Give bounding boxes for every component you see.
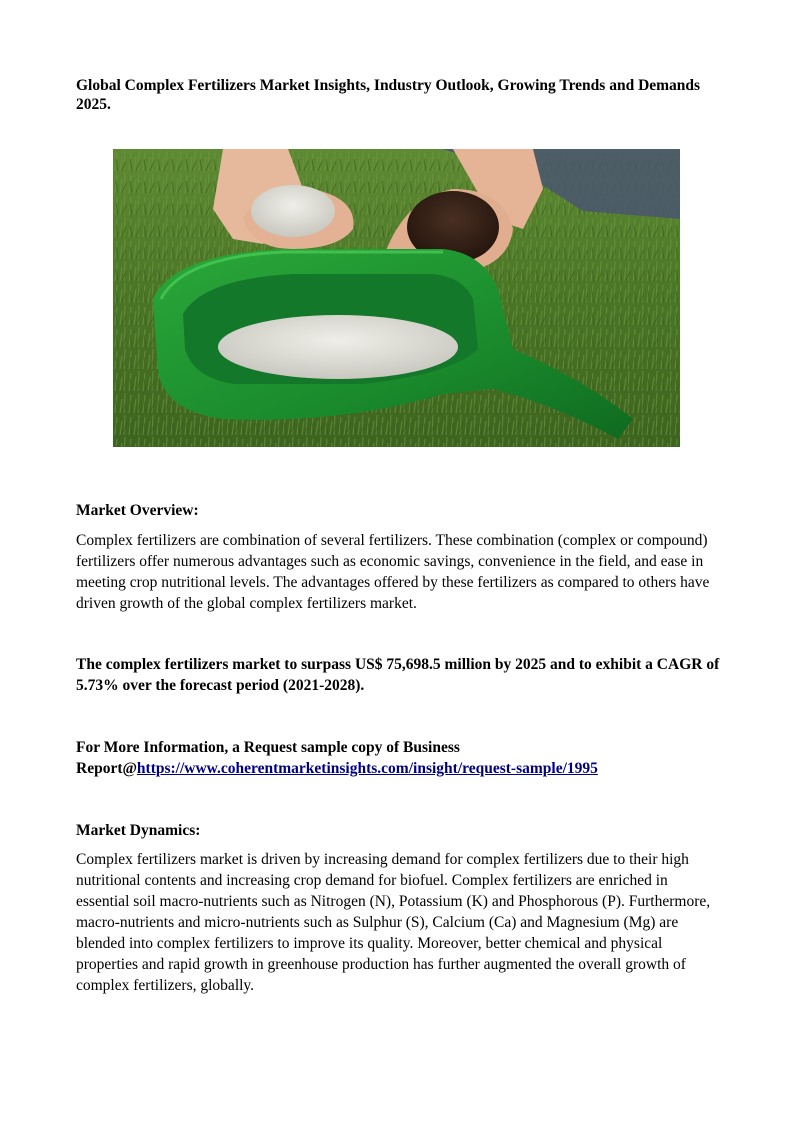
overview-body: Complex fertilizers are combination of several fertilizers. These combination (complex or compound) fertilizers offer numerous advantages such as economic savings, convenience in the field, and ease in meeting crop nutritional levels. The advantages offered by these fertilizers as compared to others have driven growth of the global complex fertilizers market. [76,532,710,612]
market-highlight: The complex fertilizers market to surpass US$ 75,698.5 million by 2025 and to exhibit a CAGR of 5.73% over the forecast period (2021-2028). [76,656,720,694]
dynamics-body: Complex fertilizers market is driven by increasing demand for complex fertilizers due to their high nutritional contents and increasing crop demand for biofuel. Complex fertilizers are enriched in essential soil macro-nutrients such as Nitrogen (N), Potassium (K) and Phosphorous (P). Furthermore, macro-nutrients and micro-nutrients such as Sulphur (S), Calcium (Ca) and Magnesium (Mg) are blended into complex fertilizers to improve its quality. Moreover, better chemical and physical properties and rapid growth in greenhouse production has further augmented the overall growth of complex fertilizers, globally. [76,851,711,994]
request-sample-link[interactable]: https://www.coherentmarketinsights.com/insight/request-sample/1995 [136,760,598,777]
dynamics-heading: Market Dynamics: [76,822,201,839]
more-info-paragraph [76,737,636,779]
page-title: Global Complex Fertilizers Market Insights, Industry Outlook, Growing Trends and Demands 2025. [76,77,701,113]
more-info-prefix: For More Information, a Request sample copy of Business Report@ [76,739,460,777]
overview-heading: Market Overview: [76,502,199,519]
fertilizer-photo [113,149,680,447]
